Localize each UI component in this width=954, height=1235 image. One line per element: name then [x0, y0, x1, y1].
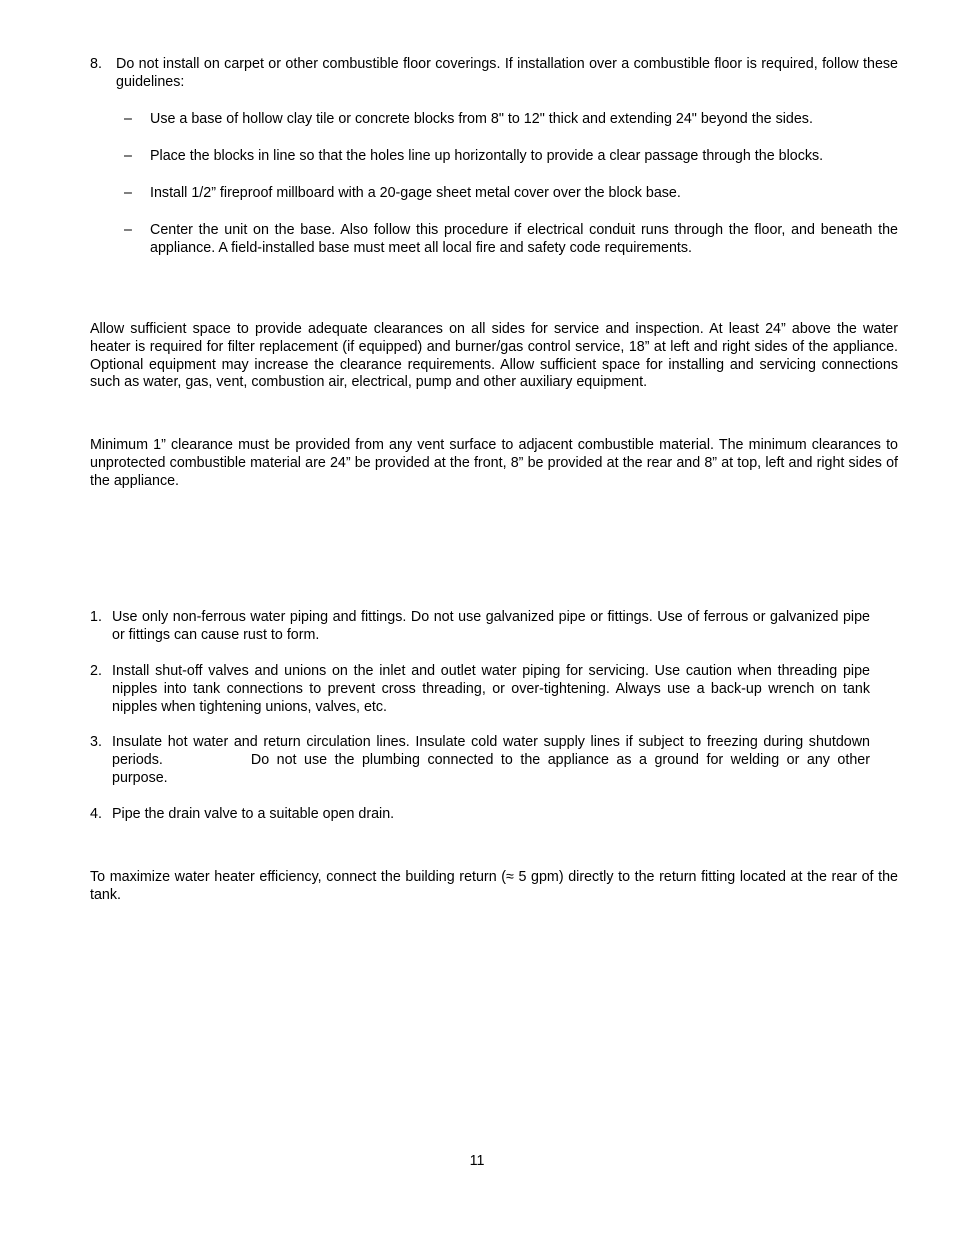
list-number: 4. [90, 806, 102, 822]
list-text: Pipe the drain valve to a suitable open drain. [112, 806, 395, 822]
list-item-8 [90, 56, 898, 92]
list-number: 3. [90, 734, 102, 750]
list-text-part: Do not use the plumbing connected to the appliance as a ground for welding or any other purpose. [112, 751, 870, 786]
list-text: Install shut-off valves and unions on the inlet and outlet water piping for servicing. Use caution when threading pipe nipples into tank connections to prevent cross threading, or over-tightening. Always use a back-up wrench on tank nipples when tightening unions, valves, etc. [112, 663, 870, 715]
dash-marker: – [124, 222, 132, 238]
list-text-part: Insulate hot water and return circulation lines. Insulate cold water supply lines if subject to freezing during shutdown periods. [112, 734, 870, 768]
list-number: 2. [90, 663, 102, 679]
bullet-text: Center the unit on the base. Also follow this procedure if electrical conduit runs through the floor, and beneath the appliance. A field-installed base must meet all local fire and safety code requirements. [150, 222, 898, 256]
dash-marker: – [124, 111, 132, 127]
sub-bullet [124, 185, 898, 203]
paragraph-recirculation: To maximize water heater efficiency, connect the building return (≈ 5 gpm) directly to the return fitting located at the rear of the tank. [90, 869, 898, 903]
list-item-4 [90, 806, 870, 824]
bullet-text: Place the blocks in line so that the holes line up horizontally to provide a clear passage through the blocks. [150, 148, 824, 164]
dash-marker: – [124, 185, 132, 201]
dash-marker: – [124, 148, 132, 164]
list-item-1 [90, 609, 870, 645]
list-text: Do not install on carpet or other combustible floor coverings. If installation over a combustible floor is required, follow these guidelines: [116, 56, 898, 90]
bullet-text: Use a base of hollow clay tile or concrete blocks from 8" to 12" thick and extending 24" beyond the sides. [150, 111, 813, 127]
list-number: 1. [90, 609, 102, 625]
list-number: 8. [90, 56, 102, 72]
paragraph-vent-clearance: Minimum 1” clearance must be provided from any vent surface to adjacent combustible material. The minimum clearances to unprotected combustible material are 24” be provided at the front, 8” be provided at the rear and 8” at top, left and right sides of the appliance. [90, 437, 898, 489]
sub-bullet [124, 111, 898, 129]
sub-bullet [124, 222, 898, 258]
list-item-2 [90, 663, 870, 716]
list-item-3 [90, 734, 870, 787]
sub-bullet [124, 148, 898, 166]
paragraph-service-clearance: Allow sufficient space to provide adequate clearances on all sides for service and inspection. At least 24” above the water heater is required for filter replacement (if equipped) and burner/gas control service, 18” at left and right sides of the appliance. Optional equipment may increase the clearance requirements. Allow sufficient space for installing and servicing connections such as water, gas, vent, combustion air, electrical, pump and other auxiliary equipment. [90, 321, 898, 391]
list-text: Use only non-ferrous water piping and fittings. Do not use galvanized pipe or fittings. Use of ferrous or galvanized pipe or fittings can cause rust to form. [112, 609, 870, 643]
list-text [112, 734, 870, 787]
page-number: 11 [469, 1153, 485, 1169]
bullet-text: Install 1/2” fireproof millboard with a 20-gage sheet metal cover over the block base. [150, 185, 681, 201]
